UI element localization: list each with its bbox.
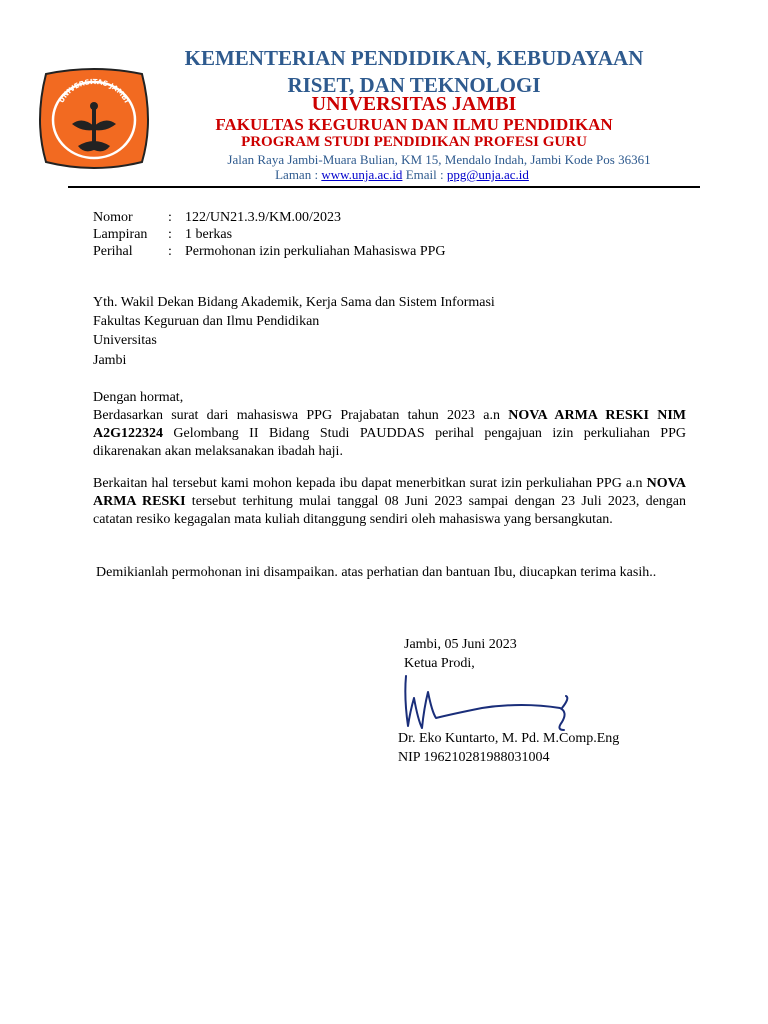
signer-name: Dr. Eko Kuntarto, M. Pd. M.Comp.Eng [398, 731, 620, 746]
place-date: Jambi, 05 Juni 2023 [404, 637, 517, 652]
paragraph-2-text-b: tersebut terhitung mulai tanggal 08 Juni 2023 sampai dengan 23 Juli 2023, dengan catatan resiko kegagalan mata kuliah ditanggung sendiri oleh mahasiswa yang bersangkutan. [93, 494, 686, 527]
lampiran-value: 1 berkas [185, 227, 233, 242]
website-link[interactable]: www.unja.ac.id [321, 167, 403, 182]
recipient-line4: Jambi [93, 353, 127, 368]
colon: : [168, 227, 172, 242]
meta-lampiran [93, 226, 232, 243]
email-link[interactable]: ppg@unja.ac.id [446, 167, 529, 182]
program-name: PROGRAM STUDI PENDIDIKAN PROFESI GURU [241, 134, 587, 150]
paragraph-1-text-b: Gelombang II Bidang Studi PAUDDAS perihal pengajuan izin perkuliahan PPG dikarenakan akan melaksanakan ibadah haji. [93, 426, 686, 459]
perihal-label: Perihal [93, 244, 133, 259]
greeting: Dengan hormat, [93, 390, 184, 405]
header-divider [68, 186, 700, 188]
faculty-name: FAKULTAS KEGURUAN DAN ILMU PENDIDIKAN [215, 115, 613, 134]
paragraph-2 [93, 475, 686, 529]
student-name: NOVA ARMA RESKI [93, 476, 686, 509]
paragraph-1-text-a: Berdasarkan surat dari mahasiswa PPG Prajabatan tahun 2023 a.n [93, 408, 509, 423]
email-label: Email : [402, 167, 447, 182]
recipient-line1: Yth. Wakil Dekan Bidang Akademik, Kerja Sama dan Sistem Informasi [93, 295, 495, 310]
colon: : [168, 244, 172, 259]
student-name-nim: NOVA ARMA RESKI NIM A2G122324 [93, 408, 686, 441]
ministry-name-line1: KEMENTERIAN PENDIDIKAN, KEBUDAYAAN [184, 46, 644, 70]
recipient-line3: Universitas [93, 333, 157, 348]
colon: : [168, 210, 172, 225]
nomor-label: Nomor [93, 210, 133, 225]
paragraph-3: Demikianlah permohonan ini disampaikan. atas perhatian dan bantuan Ibu, diucapkan terima kasih.. [96, 565, 657, 580]
signer-nip: NIP 196210281988031004 [398, 750, 550, 765]
recipient-line2: Fakultas Keguruan dan Ilmu Pendidikan [93, 314, 320, 329]
address-line: Jalan Raya Jambi-Muara Bulian, KM 15, Mendalo Indah, Jambi Kode Pos 36361 [227, 152, 651, 167]
contact-line [0, 167, 768, 183]
meta-perihal [93, 243, 446, 260]
meta-nomor [93, 209, 341, 226]
signer-position: Ketua Prodi, [404, 656, 475, 671]
nomor-value: 122/UN21.3.9/KM.00/2023 [185, 210, 341, 225]
paragraph-2-text-a: Berkaitan hal tersebut kami mohon kepada ibu dapat menerbitkan surat izin perkuliahan PPG a.n [93, 476, 647, 491]
perihal-value: Permohonan izin perkuliahan Mahasiswa PPG [185, 244, 446, 259]
paragraph-1 [93, 407, 686, 461]
lampiran-label: Lampiran [93, 227, 148, 242]
university-name: UNIVERSITAS JAMBI [311, 93, 517, 115]
ministry-name-line2: RISET, DAN TEKNOLOGI [287, 73, 541, 97]
svg-text:UNIVERSITAS JAMBI: UNIVERSITAS JAMBI [57, 77, 131, 105]
web-label: Laman : [275, 167, 322, 182]
